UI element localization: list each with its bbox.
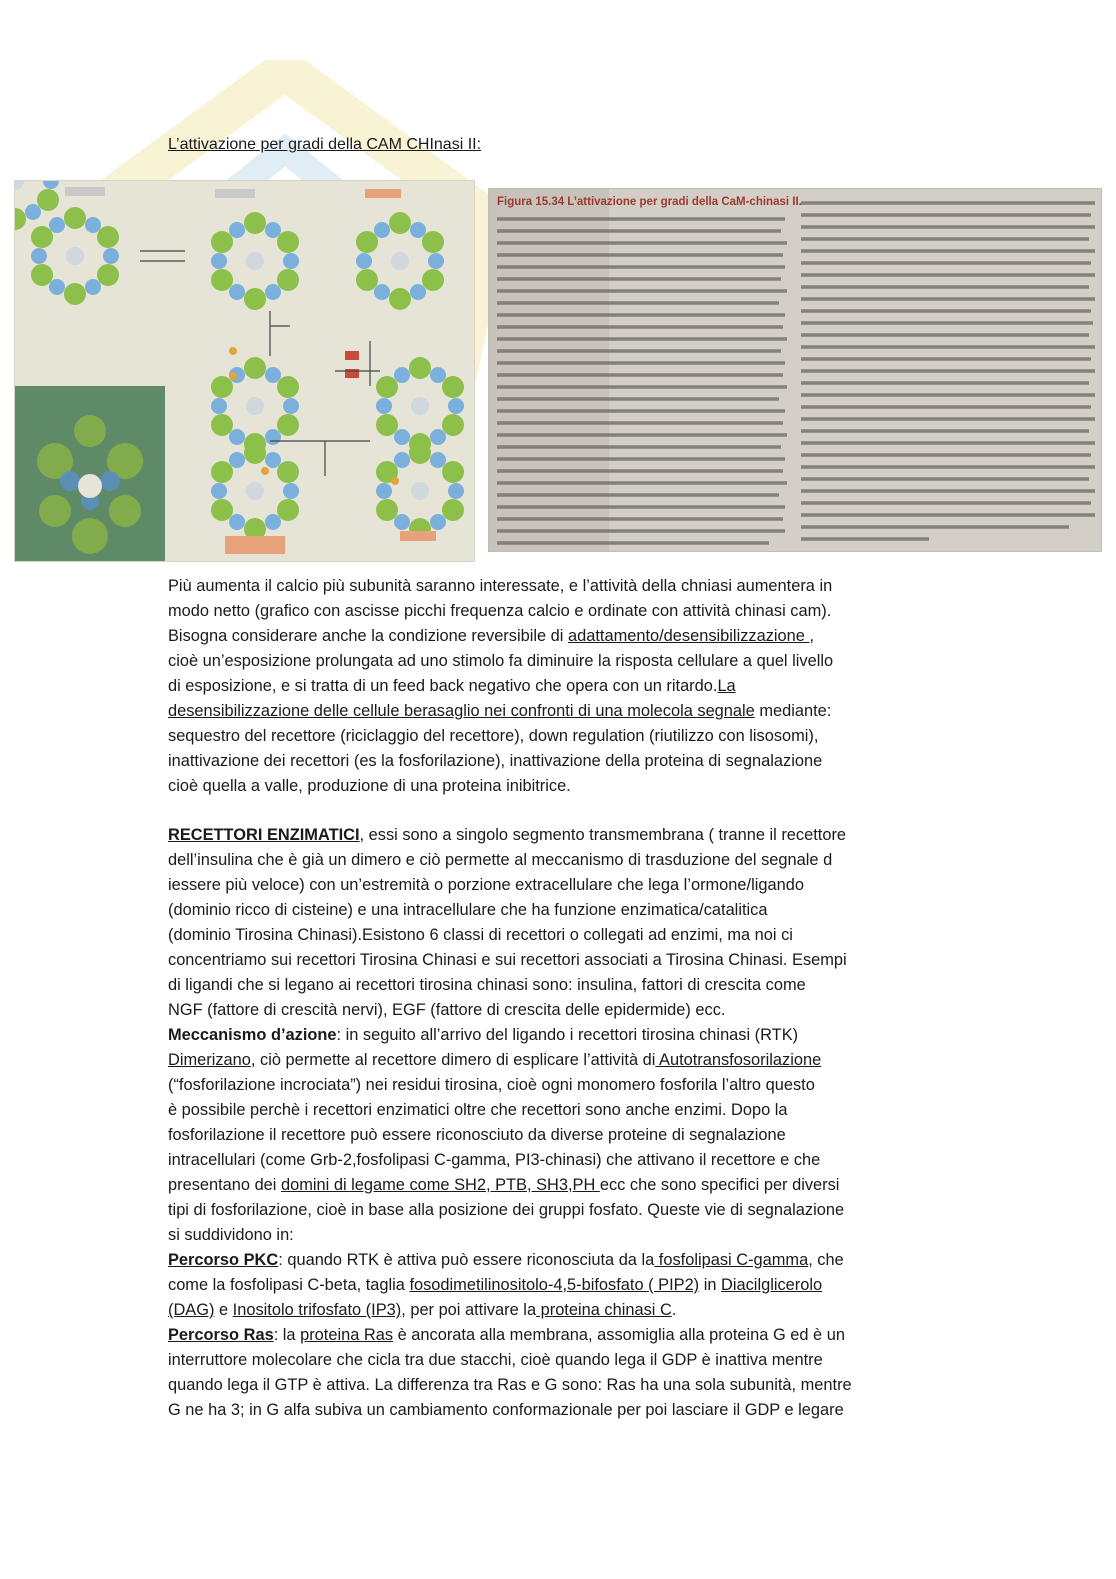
- text-line: Percorso Ras: la proteina Ras è ancorata alla membrana, assomiglia alla proteina G ed è un: [168, 1326, 845, 1344]
- text-line: si suddividono in:: [168, 1226, 294, 1244]
- text-line: (DAG) e Inositolo trifosfato (IP3), per poi attivare la proteina chinasi C.: [168, 1301, 677, 1319]
- text-line: Più aumenta il calcio più subunità saranno interessate, e l’attività della chniasi aumentera in: [168, 577, 833, 595]
- paragraph-adaptation: [168, 574, 948, 799]
- text-line: NGF (fattore di crescità nervi), EGF (fattore di crescita delle epidermide) ecc.: [168, 1001, 726, 1019]
- text-line: di ligandi che si legano ai recettori tirosina chinasi sono: insulina, fattori di crescita come: [168, 976, 806, 994]
- paragraph-enzymatic-receptors: [168, 823, 948, 1423]
- page-title: L’attivazione per gradi della CAM CHInasi II:: [168, 136, 482, 153]
- text-line: (dominio Tirosina Chinasi).Esistono 6 classi di recettori o collegati ad enzimi, ma noi ci: [168, 926, 793, 944]
- text-line: interruttore molecolare che cicla tra due stacchi, cioè quando lega il GDP è inattiva mentre: [168, 1351, 823, 1369]
- text-line: Meccanismo d’azione: in seguito all’arrivo del ligando i recettori tirosina chinasi (RTK): [168, 1026, 799, 1044]
- text-line: presentano dei domini di legame come SH2, PTB, SH3,PH ecc che sono specifici per diversi: [168, 1176, 840, 1194]
- text-line: come la fosfolipasi C-beta, taglia fosodimetilinositolo-4,5-bifosfato ( PIP2) in Diacilglicerolo: [168, 1276, 823, 1294]
- text-line: Bisogna considerare anche la condizione reversibile di adattamento/desensibilizzazione ,: [168, 627, 815, 645]
- text-line: modo netto (grafico con ascisse picchi frequenza calcio e ordinate con attività chinasi cam).: [168, 602, 832, 620]
- text-line: RECETTORI ENZIMATICI, essi sono a singolo segmento transmembrana ( tranne il recettore: [168, 826, 847, 844]
- caption-title: Figura 15.34 L’attivazione per gradi della CaM-chinasi II.: [497, 196, 802, 208]
- text-line: sequestro del recettore (riciclaggio del recettore), down regulation (riutilizzo con lisosomi),: [168, 727, 819, 745]
- text-line: (dominio ricco di cisteine) e una intracellulare che ha funzione enzimatica/catalitica: [168, 901, 768, 919]
- text-line: cioè quella a valle, produzione di una proteina inibitrice.: [168, 777, 571, 795]
- text-line: inattivazione dei recettori (es la fosforilazione), inattivazione della proteina di segnalazione: [168, 752, 823, 770]
- text-line: fosforilazione il recettore può essere riconosciuto da diverse proteine di segnalazione: [168, 1126, 786, 1144]
- text-line: iessere più veloce) con un’estremità o porzione extracellulare che lega l’ormone/ligando: [168, 876, 804, 894]
- figure-caption-image: [488, 188, 1102, 552]
- text-line: intracellulari (come Grb-2,fosfolipasi C-gamma, PI3-chinasi) che attivano il recettore e che: [168, 1151, 821, 1169]
- text-line: concentriamo sui recettori Tirosina Chinasi e sui recettori associati a Tirosina Chinasi. Esempi: [168, 951, 847, 969]
- text-line: cioè un’esposizione prolungata ad uno stimolo fa diminuire la risposta cellulare a quel livello: [168, 652, 834, 670]
- text-line: quando lega il GTP è attiva. La differenza tra Ras e G sono: Ras ha una sola subunità, mentre: [168, 1376, 852, 1394]
- text-line: dell’insulina che è già un dimero e ciò permette al meccanismo di trasduzione del segnale d: [168, 851, 833, 869]
- text-line: Dimerizano, ciò permette al recettore dimero di esplicare l’attività di Autotransfosorilazione: [168, 1051, 822, 1069]
- text-line: è possibile perchè i recettori enzimatici oltre che recettori sono anche enzimi. Dopo la: [168, 1101, 788, 1119]
- text-line: (“fosforilazione incrociata”) nei residui tirosina, cioè ogni monomero fosforila l’altro questo: [168, 1076, 815, 1094]
- text-line: di esposizione, e si tratta di un feed back negativo che opera con un ritardo.La: [168, 677, 736, 695]
- text-line: Percorso PKC: quando RTK è attiva può essere riconosciuta da la fosfolipasi C-gamma, che: [168, 1251, 844, 1269]
- figure-diagram-image: [14, 180, 475, 562]
- text-line: G ne ha 3; in G alfa subiva un cambiamento conformazionale per poi lasciare il GDP e legare: [168, 1401, 844, 1419]
- text-line: desensibilizzazione delle cellule berasaglio nei confronti di una molecola segnale mediante:: [168, 702, 832, 720]
- text-line: tipi di fosforilazione, cioè in base alla posizione dei gruppi fosfato. Queste vie di segnalazione: [168, 1201, 845, 1219]
